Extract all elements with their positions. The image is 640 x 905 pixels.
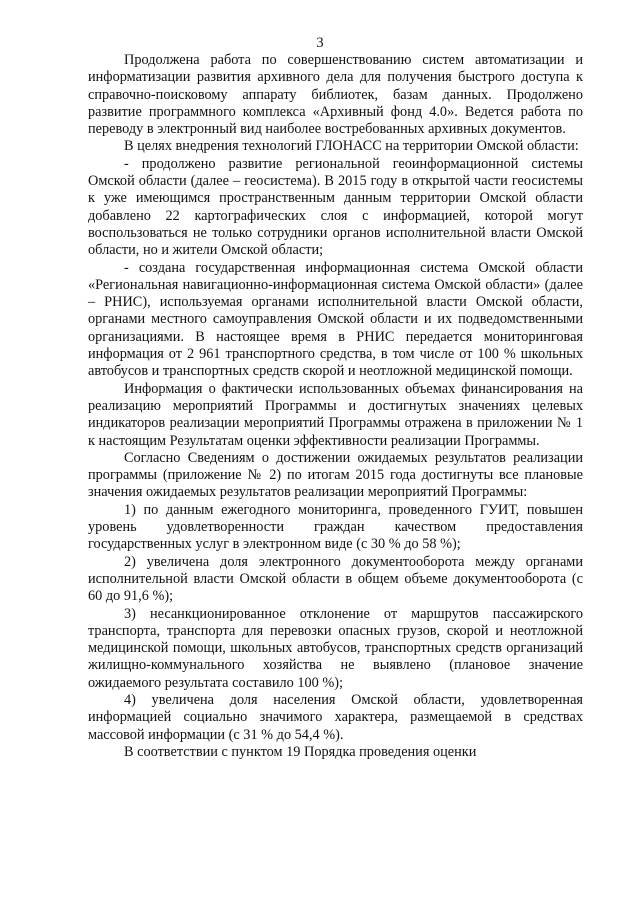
paragraph-rnis: - создана государственная информационная система Омской области «Региональная навигационно-информационная система Омской области» (далее – РНИС), используемая органами исполнительной власти Омской области, органами местного самоуправления Омской области и их подведомственными организациями. В настоящее время в РНИС передается мониторинговая информация от 2 961 транспортного средства, в том числе от 100 % школьных автобусов и транспортных средств скорой и неотложной медицинской помощи. — [88, 259, 583, 380]
paragraph-result-4: 4) увеличена доля населения Омской области, удовлетворенная информацией социально значимого характера, размещаемой в средствах массовой информации (с 31 % до 54,4 %). — [88, 691, 583, 743]
paragraph-archive-automation: Продолжена работа по совершенствованию систем автоматизации и информатизации развития архивного дела для получения быстрого доступа к справочно-поисковому аппарату библиотек, базам данных. Продолжено развитие программного комплекса «Архивный фонд 4.0». Ведется работа по переводу в электронный вид наиболее востребованных архивных документов. — [88, 52, 583, 138]
paragraph-geosystem: - продолжено развитие региональной геоинформационной системы Омской области (далее – геосистема). В 2015 году в открытой части геосистемы к уже имеющимся пространственным данным территории Омской области добавлено 22 картографических слоя с информацией, которой могут воспользоваться не только сотрудники органов исполнительной власти Омской области, но и жители Омской области; — [88, 155, 583, 259]
page-number: 3 — [316, 35, 324, 51]
paragraph-result-3: 3) несанкционированное отклонение от маршрутов пассажирского транспорта, транспорта для перевозки опасных грузов, скорой и неотложной медицинской помощи, школьных автобусов, транспортных средств организаций жилищно-коммунального хозяйства не выявлено (плановое значение ожидаемого результата составило 100 %); — [88, 605, 583, 691]
paragraph-expected-results: Согласно Сведениям о достижении ожидаемых результатов реализации программы (приложение № 2) по итогам 2015 года достигнуты все плановые значения ожидаемых результатов реализации мероприятий Программы: — [88, 449, 583, 501]
paragraph-financing-info: Информация о фактически использованных объемах финансирования на реализацию мероприятий Программы и достигнутых значениях целевых индикаторов реализации мероприятий Программы отражена в приложении № 1 к настоящим Результатам оценки эффективности реализации Программы. — [88, 380, 583, 449]
document-body — [88, 52, 583, 761]
paragraph-glonass-intro: В целях внедрения технологий ГЛОНАСС на территории Омской области: — [124, 138, 579, 155]
paragraph-procedure: В соответствии с пунктом 19 Порядка проведения оценки — [124, 743, 477, 760]
paragraph-result-2: 2) увеличена доля электронного документооборота между органами исполнительной власти Омской области в общем объеме документооборота (с 60 до 91,6 %); — [88, 553, 583, 605]
paragraph-result-1: 1) по данным ежегодного мониторинга, проведенного ГУИТ, повышен уровень удовлетворенности граждан качеством предоставления государственных услуг в электронном виде (с 30 % до 58 %); — [88, 501, 583, 553]
